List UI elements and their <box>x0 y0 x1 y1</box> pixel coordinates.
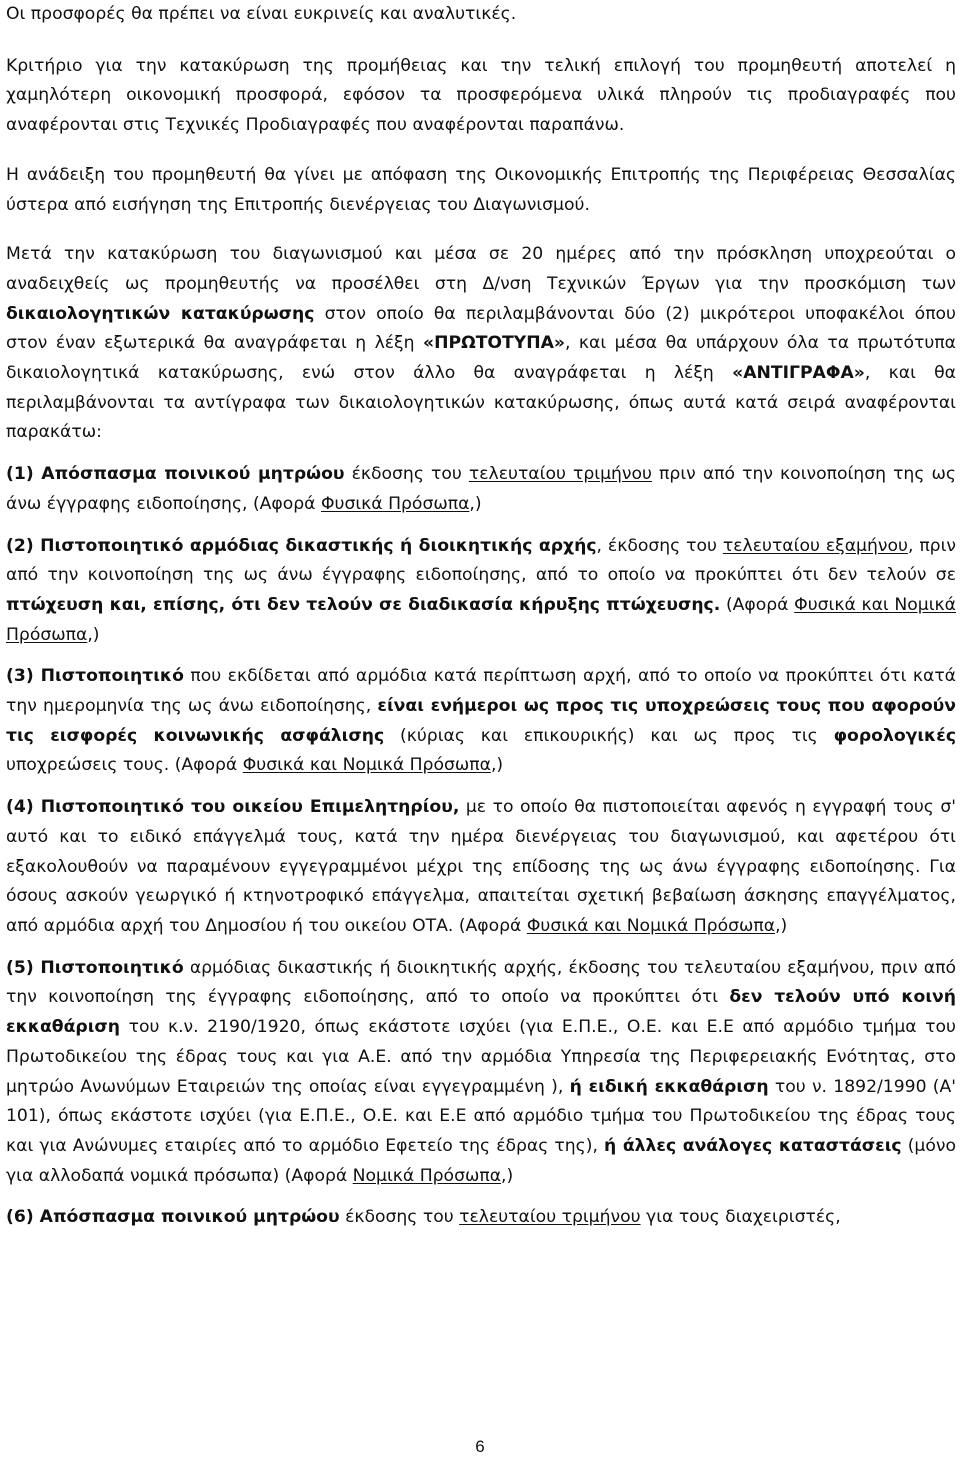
list-item-liquidation-certificate: (5) Πιστοποιητικό αρμόδιας δικαστικής ή διοικητικής αρχής, έκδοσης του τελευταίου εξαμήνου, πριν από την κοινοποίηση της έγγραφης ειδοποίησης, από το οποίο να προκύπτει ότι δεν τελούν υπό κοινή εκκαθάριση του κ.ν. 2190/1920, όπως εκάστοτε ισχύει (για Ε.Π.Ε., Ο.Ε. και Ε.Ε από αρμόδιο τμήμα του Πρωτοδικείου της έδρας τους και για Α.Ε. από την αρμόδια Υπηρεσία της Περιφερειακής Ενότητας, στο μητρώο Ανωνύμων Εταιρειών της οποίας είναι εγγεγραμμένη ), ή ειδική εκκαθάριση του ν. 1892/1990 (Α' 101), όπως εκάστοτε ισχύει (για Ε.Π.Ε., Ο.Ε. και Ε.Ε από αρμόδιο τμήμα του Πρωτοδικείου της έδρας τους και για Ανώνυμες εταιρίες από το αρμόδιο Εφετείο της έδρας της), ή άλλες ανάλογες καταστάσεις (μόνο για αλλοδαπά νομικά πρόσωπα) (Αφορά Νομικά Πρόσωπα,) <box>6 957 956 1186</box>
paragraph-award-criterion <box>6 52 956 141</box>
copies-label: «ΑΝΤΙΓΡΑΦΑ» <box>732 363 865 384</box>
supplier-selection-text: Η ανάδειξη του προμηθευτή θα γίνει με απόφαση της Οικονομικής Επιτροπής της Περιφέρειας Θεσσαλίας ύστερα από εισήγηση της Επιτροπής διενέργειας του Διαγωνισμού. <box>6 164 956 215</box>
award-text-g: , και θα περιλαμβάνονται τα αντίγραφα των δικαιολογητικών κατακύρωσης, όπως αυτά κατά σειρά αναφέρονται παρακάτω: <box>6 363 956 443</box>
list-item-managers-criminal-record: (6) Απόσπασμα ποινικού μητρώου έκδοσης του τελευταίου τριμήνου για τους διαχειριστές, <box>6 1207 841 1228</box>
award-text-a: Μετά την κατακύρωση του διαγωνισμού και μέσα σε 20 ημέρες από την πρόσκληση υποχρεούται ο αναδειχθείς ως προμηθευτής να προσέλθει στη Δ/νση Τεχνικών Έργων για την προσκόμιση των <box>6 244 956 294</box>
item5-scope: Νομικά Πρόσωπα <box>352 1165 502 1186</box>
award-text-c: στον οποίο θα περιλαμβάνονται δύο (2) μικρότεροι υποφακέλοι όπου στον έναν εξωτερικά θα αναγράφεται η λέξη <box>6 303 957 354</box>
item2-period: τελευταίου εξαμήνου <box>722 535 908 556</box>
item3-scope: Φυσικά και Νομικά Πρόσωπα <box>242 755 491 776</box>
item5-condition-a: δεν τελούν υπό κοινή εκκαθάριση <box>6 987 956 1038</box>
award-documents-term: δικαιολογητικών κατακύρωσης <box>6 303 315 324</box>
item3-tax: φορολογικές <box>833 725 957 746</box>
paragraph-award-documents <box>6 240 956 448</box>
list-item-bankruptcy-certificate: (2) Πιστοποιητικό αρμόδιας δικαστικής ή διοικητικής αρχής, έκδοσης του τελευταίου εξαμήνου, πριν από την κοινοποίηση της ως άνω έγγραφης ειδοποίησης, από το οποίο να προκύπτει ότι δεν τελούν σε πτώχευση και, επίσης, ότι δεν τελούν σε διαδικασία κήρυξης πτώχευσης. (Αφορά Φυσικά και Νομικά Πρόσωπα,) <box>6 535 957 645</box>
list-item-criminal-record: (1) Απόσπασμα ποινικού μητρώου έκδοσης του τελευταίου τριμήνου πριν από την κοινοποίηση της ως άνω έγγραφης ειδοποίησης, (Αφορά Φυσικά Πρόσωπα,) <box>6 464 956 514</box>
item4-scope: Φυσικά και Νομικά Πρόσωπα <box>526 915 776 936</box>
list-item-chamber-certificate: (4) Πιστοποιητικό του οικείου Επιμελητηρίου, με το οποίο θα πιστοποιείται αφενός η εγγραφή τους σ' αυτό και το ειδικό επάγγελμά τους, κατά την ημέρα διενέργειας του διαγωνισμού, και αφετέρου ότι εξακολουθούν να παραμένουν εγγεγραμμένοι μέχρι της επίδοσης της ως άνω έγγραφης ειδοποίησης. Για όσους ασκούν γεωργικό ή κτηνοτροφικό επάγγελμα, απαιτείται σχετική βεβαίωση άσκησης επαγγέλματος, από αρμόδια αρχή του Δημοσίου ή του οικείου ΟΤΑ. (Αφορά Φυσικά και Νομικά Πρόσωπα,) <box>6 797 956 936</box>
paragraph-offers-clarity <box>6 0 956 30</box>
award-text-e: , και μέσα θα υπάρχουν όλα τα πρωτότυπα δικαιολογητικά κατακύρωσης, ενώ στον άλλο θα αναγράφεται η λέξη <box>6 333 956 384</box>
item1-period: τελευταίου τριμήνου <box>468 464 652 485</box>
item2-condition: πτώχευση και, επίσης, ότι δεν τελούν σε διαδικασία κήρυξης πτώχευσης. <box>6 594 721 615</box>
item2-scope: Φυσικά και Νομικά Πρόσωπα <box>6 594 956 645</box>
item1-scope: Φυσικά Πρόσωπα <box>320 493 470 514</box>
item5-condition-b: ή ειδική εκκαθάριση <box>569 1076 769 1097</box>
item3-title: (3) Πιστοποιητικό <box>6 666 184 687</box>
item4-title: (4) Πιστοποιητικό του οικείου Επιμελητηρίου, <box>6 797 460 818</box>
item6-period: τελευταίου τριμήνου <box>459 1207 641 1228</box>
page-number: 6 <box>475 1437 485 1456</box>
paragraph-supplier-selection <box>6 161 956 220</box>
originals-label: «ΠΡΩΤΟΤΥΠΑ» <box>423 333 565 354</box>
item6-title: (6) Απόσπασμα ποινικού μητρώου <box>6 1207 340 1228</box>
item2-title: (2) Πιστοποιητικό αρμόδιας δικαστικής ή διοικητικής αρχής <box>6 535 597 556</box>
item3-condition: είναι ενήμεροι ως προς τις υποχρεώσεις τους που αφορούν τις εισφορές κοινωνικής ασφάλισης <box>6 696 956 746</box>
award-criterion-text: Κριτήριο για την κατακύρωση της προμήθειας και την τελική επιλογή του προμηθευτή αποτελεί η χαμηλότερη οικονομική προσφορά, εφόσον τα προσφερόμενα υλικά πληρούν τις προδιαγραφές που αναφέρονται στις Τεχνικές Προδιαγραφές που αναφέρονται παραπάνω. <box>6 55 956 136</box>
item1-title: (1) Απόσπασμα ποινικού μητρώου <box>6 464 345 485</box>
document-page <box>6 0 956 1233</box>
item5-title: (5) Πιστοποιητικό <box>6 957 184 978</box>
list-item-insurance-tax-certificate: (3) Πιστοποιητικό που εκδίδεται από αρμόδια κατά περίπτωση αρχή, από το οποίο να προκύπτει ότι κατά την ημερομηνία της ως άνω ειδοποίησης, είναι ενήμεροι ως προς τις υποχρεώσεις τους που αφορούν τις εισφορές κοινωνικής ασφάλισης (κύριας και επικουρικής) και ως προς τις φορολογικές υποχρεώσεις τους. (Αφορά Φυσικά και Νομικά Πρόσωπα,) <box>6 666 957 776</box>
item5-condition-c: ή άλλες ανάλογες καταστάσεις <box>604 1135 902 1156</box>
intro-text: Οι προσφορές θα πρέπει να είναι ευκρινείς και αναλυτικές. <box>6 4 517 24</box>
